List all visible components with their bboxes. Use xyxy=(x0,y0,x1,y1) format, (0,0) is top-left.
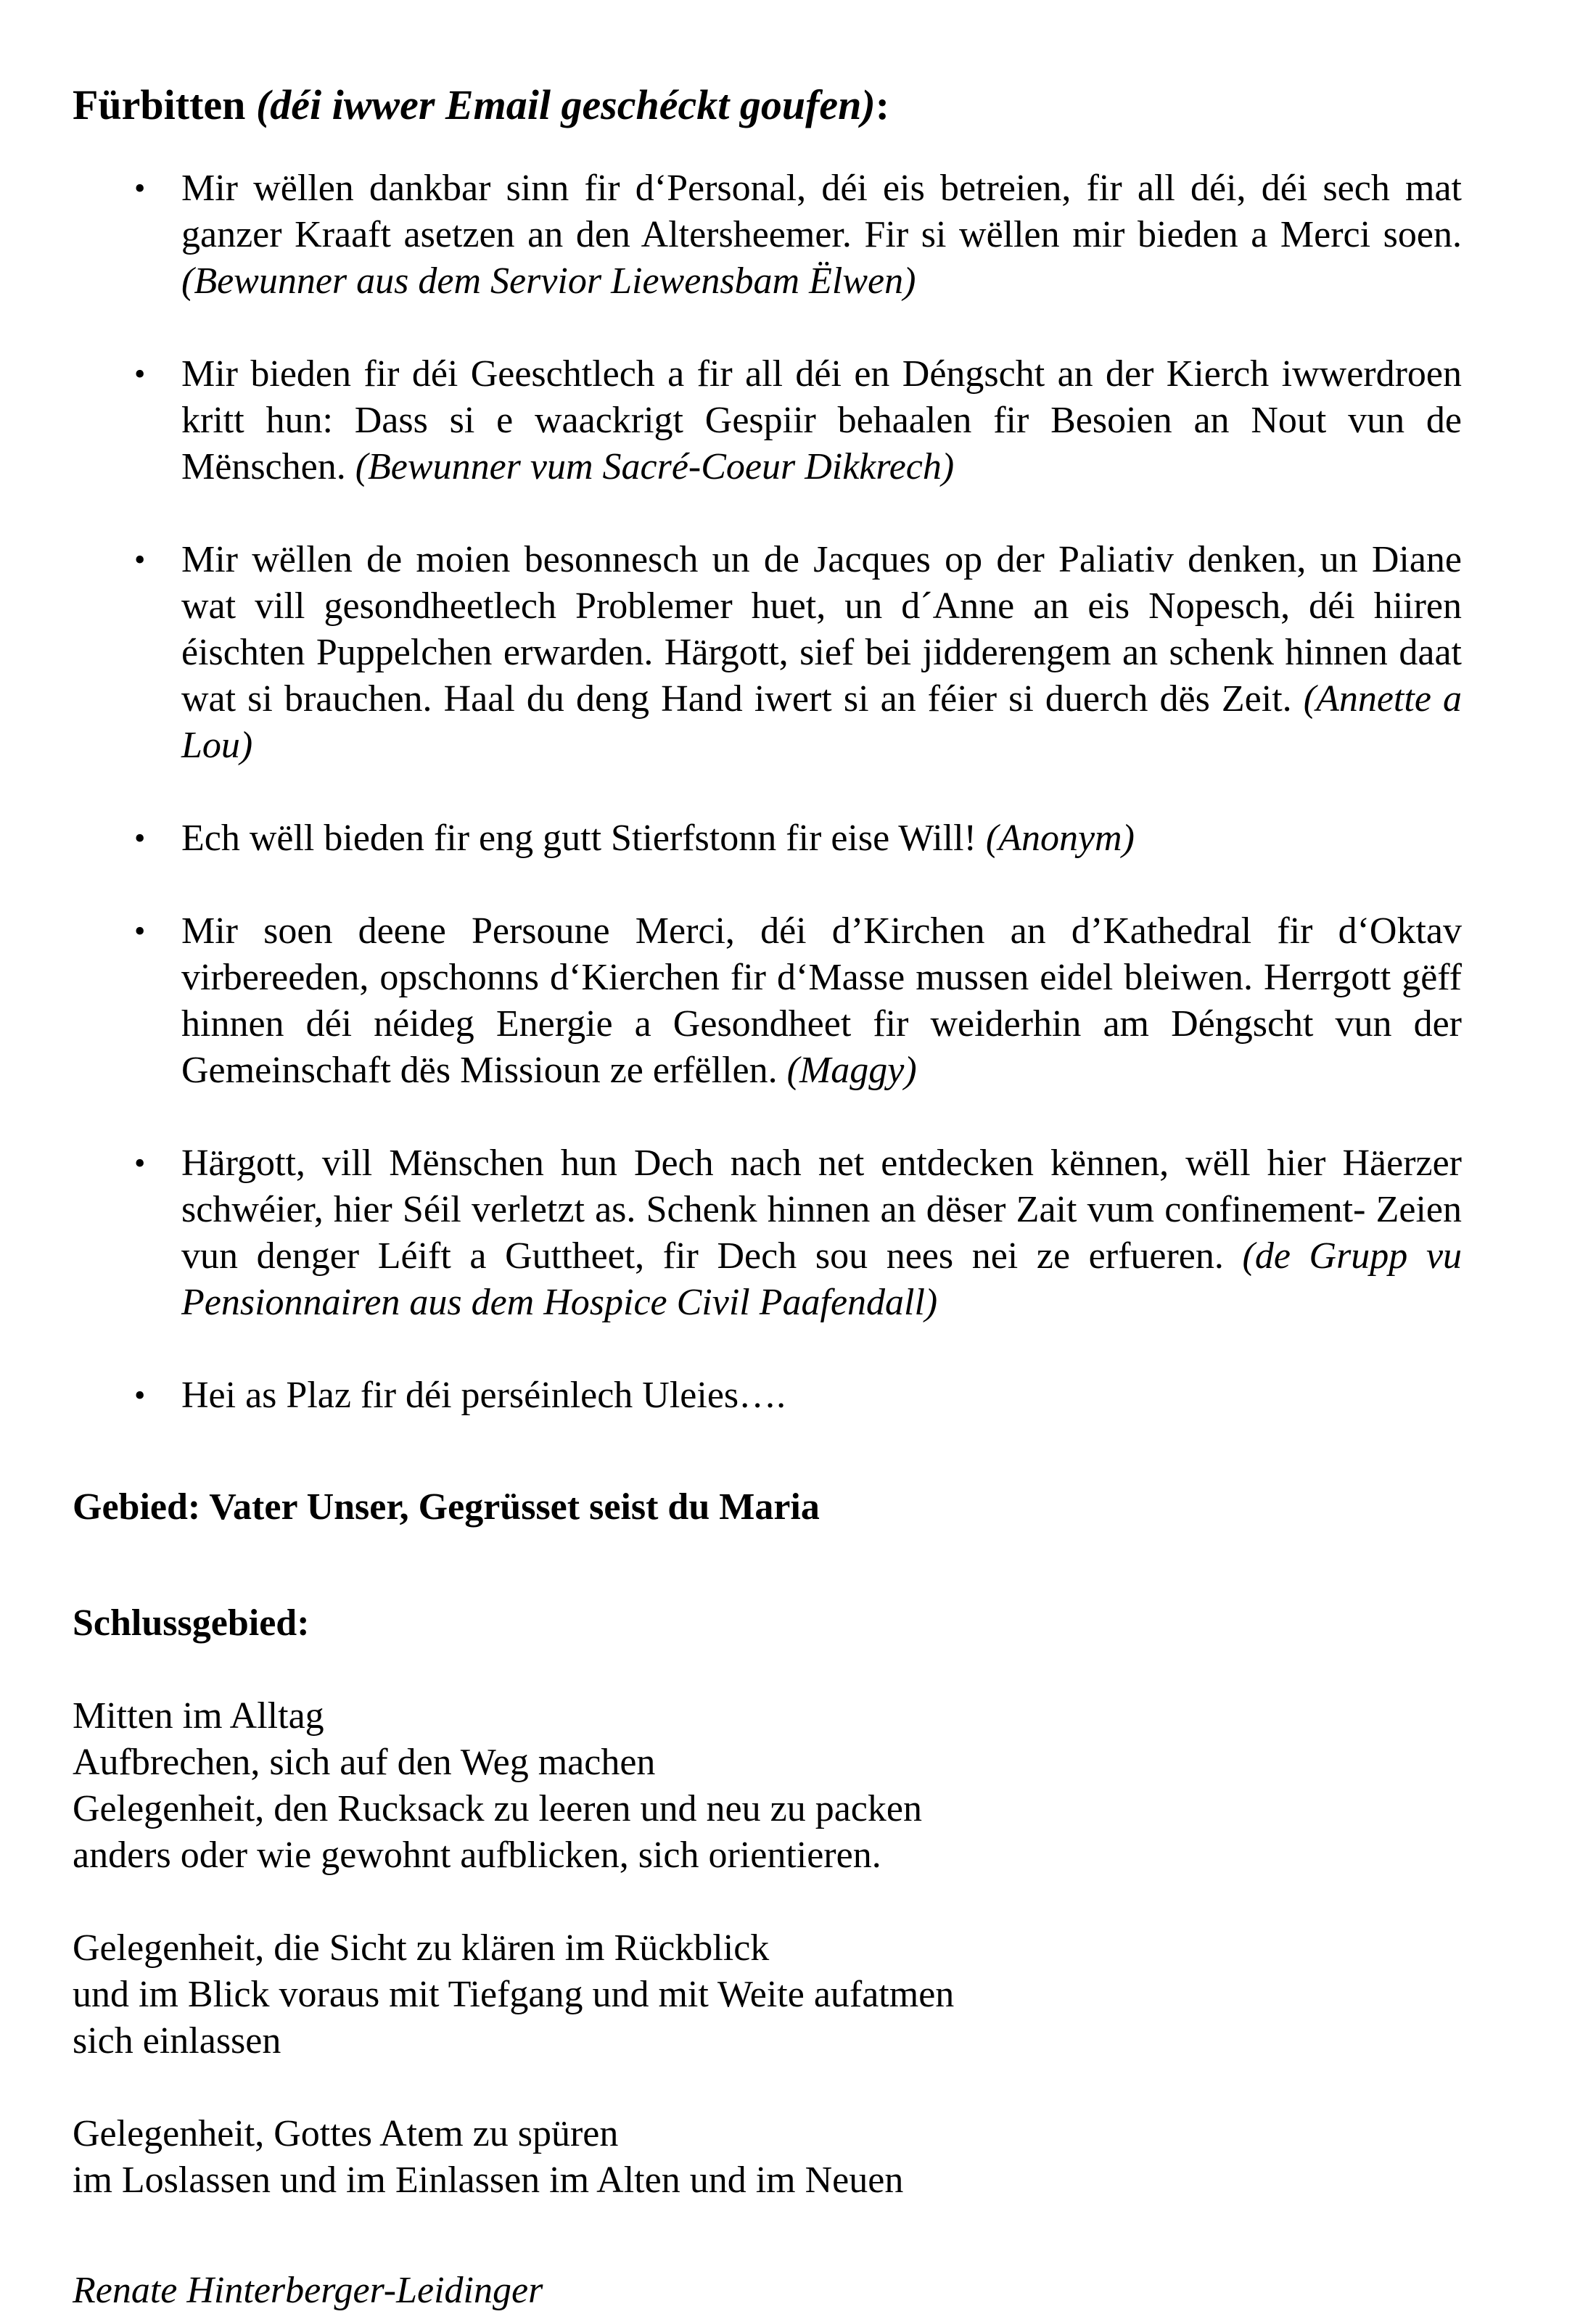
bullet-text xyxy=(181,1372,1462,1419)
list-item xyxy=(73,351,1462,490)
bullet-dot-icon: • xyxy=(134,1145,146,1181)
heading-italic-part: (déi iwwer Email geschéckt goufen) xyxy=(255,81,876,128)
heading-suffix: : xyxy=(875,81,890,128)
poem-line: und im Blick voraus mit Tiefgang und mit Weite aufatmen xyxy=(73,1974,955,2015)
bullet-body: Mir wëllen de moien besonnesch un de Jacques op der Paliativ denken, un Diane wat vill gesondheetlech Problemer huet, un d´Anne an eis Nopesch, déi hiiren éischten Puppelchen erwarden. Härgott, sief bei jidderengem an schenk hinnen daat wat si brauchen. Haal du deng Hand iwert si an féier si duerch dës Zeit. xyxy=(181,539,1462,720)
bullet-dot-icon: • xyxy=(134,913,146,949)
attribution: (Maggy) xyxy=(786,1050,917,1091)
bullet-dot-icon: • xyxy=(134,170,146,206)
attribution: (de Grupp vu Pensionnairen aus dem Hospice Civil Paafendall) xyxy=(181,1235,1463,1323)
poem-line: anders oder wie gewohnt aufblicken, sich orientieren. xyxy=(73,1835,881,1876)
list-item xyxy=(73,165,1462,305)
bullet-dot-icon: • xyxy=(134,1378,146,1413)
bullet-body: Hei as Plaz fir déi perséinlech Uleies…. xyxy=(181,1375,786,1416)
bullet-dot-icon: • xyxy=(134,820,146,856)
bullet-text xyxy=(181,908,1462,1094)
gebied-heading: Gebied: Vater Unser, Gegrüsset seist du Maria xyxy=(73,1486,820,1528)
poem-line: Gelegenheit, den Rucksack zu leeren und neu zu packen xyxy=(73,1788,922,1829)
bullet-text xyxy=(181,537,1462,769)
poem-line: sich einlassen xyxy=(73,2020,281,2062)
attribution: (Bewunner vum Sacré-Coeur Dikkrech) xyxy=(355,446,955,487)
bullet-text xyxy=(181,815,1462,862)
poem-stanza xyxy=(73,1693,1462,1879)
poem-line: Mitten im Alltag xyxy=(73,1695,324,1737)
list-item xyxy=(73,1140,1462,1326)
bullet-text xyxy=(181,165,1462,305)
author-line: Renate Hinterberger-Leidinger xyxy=(73,2270,543,2311)
heading-prefix: Fürbitten xyxy=(73,81,256,128)
bullet-body: Ech wëll bieden fir eng gutt Stierfstonn fir eise Will! xyxy=(181,818,976,859)
list-item xyxy=(73,815,1462,862)
attribution: (Annette a Lou) xyxy=(181,678,1462,766)
bullet-body: Mir bieden fir déi Geeschtlech a fir all déi en Déngscht an der Kierch iwwerdroen kritt hun: Dass si e waackrigt Gespiir behaalen fir Besoien an Nout vun de Mënschen. xyxy=(181,353,1462,487)
bullet-text xyxy=(181,351,1462,490)
poem-stanza xyxy=(73,1925,1462,2064)
bullet-body: Mir soen deene Persoune Merci, déi d’Kirchen an d’Kathedral fir d‘Oktav virbereeden, opschonns d‘Kierchen fir d‘Masse mussen eidel bleiwen. Herrgott gëff hinnen déi néideg Energie a Gesondheet fir weiderhin am Déngscht vun der Gemeinschaft dës Missioun ze erfëllen. xyxy=(181,910,1462,1091)
poem-line: Gelegenheit, Gottes Atem zu spüren xyxy=(73,2113,619,2154)
poem-stanza xyxy=(73,2111,1462,2204)
bullet-body: Mir wëllen dankbar sinn fir d‘Personal, déi eis betreien, fir all déi, déi sech mat ganzer Kraaft asetzen an den Altersheemer. Fir si wëllen mir bieden a Merci soen. xyxy=(181,168,1462,255)
poem-line: Aufbrechen, sich auf den Weg machen xyxy=(73,1742,656,1783)
bullet-text xyxy=(181,1140,1462,1326)
bullet-body: Härgott, vill Mënschen hun Dech nach net entdecken kënnen, wëll hier Häerzer schwéier, hier Séil verletzt as. Schenk hinnen an dëser Zait vum confinement- Zeien vun denger Léift a Guttheet, fir Dech sou nees nei ze erfueren. xyxy=(181,1142,1462,1277)
bullet-dot-icon: • xyxy=(134,542,146,577)
poem-line: Gelegenheit, die Sicht zu klären im Rückblick xyxy=(73,1927,770,1969)
page-title xyxy=(73,81,1462,129)
list-item xyxy=(73,908,1462,1094)
bullet-dot-icon: • xyxy=(134,356,146,392)
list-item xyxy=(73,1372,1462,1419)
attribution: (Anonym) xyxy=(985,818,1135,859)
poem-line: im Loslassen und im Einlassen im Alten und im Neuen xyxy=(73,2159,904,2201)
intercessions-list xyxy=(73,165,1462,1419)
attribution: (Bewunner aus dem Servior Liewensbam Ëlwen) xyxy=(181,260,916,302)
schlussgebied-heading: Schlussgebied: xyxy=(73,1602,310,1644)
list-item xyxy=(73,537,1462,769)
